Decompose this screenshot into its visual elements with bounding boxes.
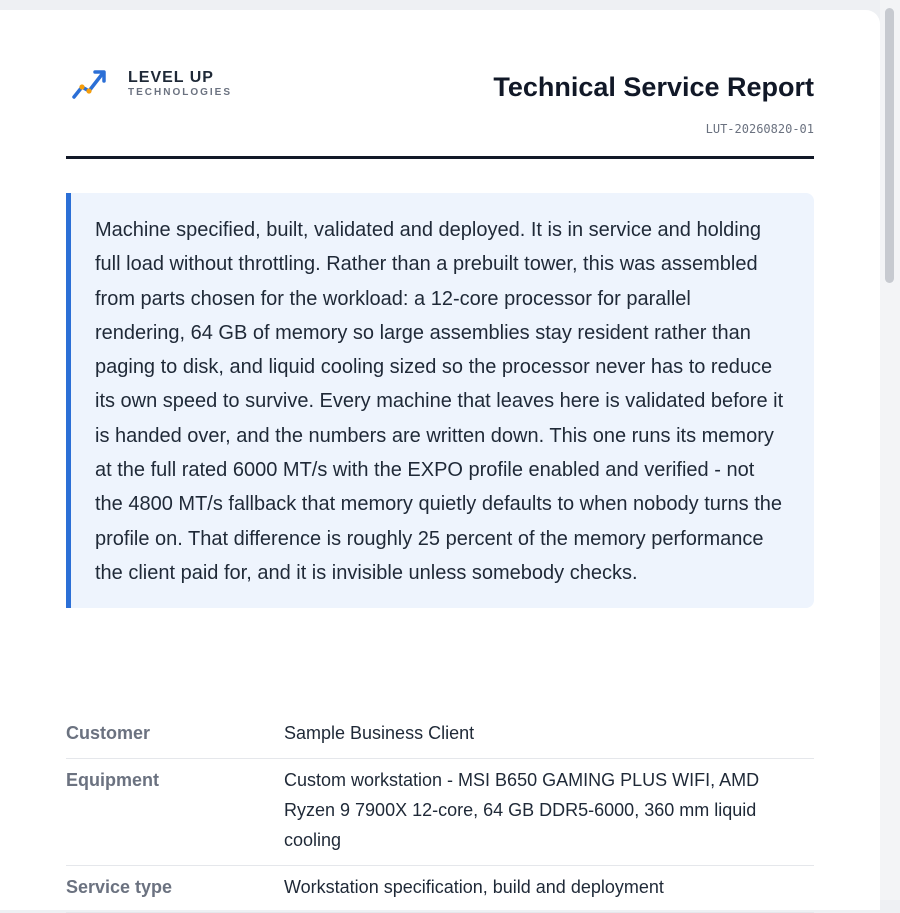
header-divider: [66, 156, 814, 159]
logo-subtitle: TECHNOLOGIES: [128, 87, 233, 98]
report-header: [66, 60, 814, 160]
details-table: [66, 712, 814, 913]
details-label: Service type: [66, 877, 173, 897]
details-value: Custom workstation - MSI B650 GAMING PLUS WIFI, AMD Ryzen 9 7900X 12-core, 64 GB DDR5-6000, 360 mm liquid cooling: [284, 770, 760, 850]
details-row: [66, 759, 814, 866]
details-value: Sample Business Client: [284, 723, 475, 743]
page-title: Technical Service Report: [493, 72, 814, 102]
details-label: Customer: [66, 723, 151, 743]
scrollbar-thumb[interactable]: [885, 8, 894, 283]
details-label: Equipment: [66, 770, 159, 790]
details-value: Workstation specification, build and deployment: [284, 877, 664, 897]
logo-name: LEVEL UP: [128, 69, 214, 86]
report-id: LUT-20260820-01: [705, 122, 814, 136]
trend-up-arrow-icon: [70, 64, 110, 104]
details-row: [66, 712, 814, 759]
scrollbar[interactable]: [880, 0, 900, 900]
company-logo: [70, 64, 232, 104]
summary-callout: Machine specified, built, validated and deployed. It is in service and holding full load without throttling. Rather than a prebuilt tower, this was assembled from parts chosen for the workload: a 12-core processor for parallel rendering, 64 GB of memory so large assemblies stay resident rather than paging to disk, and liquid cooling sized so the processor never has to reduce its own speed to survive. Every machine that leaves here is validated before it is handed over, and the numbers are written down. This one runs its memory at the full rated 6000 MT/s with the EXPO profile enabled and verified - not the 4800 MT/s fallback that memory quietly defaults to when nobody turns the profile on. That difference is roughly 25 percent of the memory performance the client paid for, and it is invisible unless somebody checks.: [66, 193, 814, 608]
details-row: [66, 866, 814, 913]
